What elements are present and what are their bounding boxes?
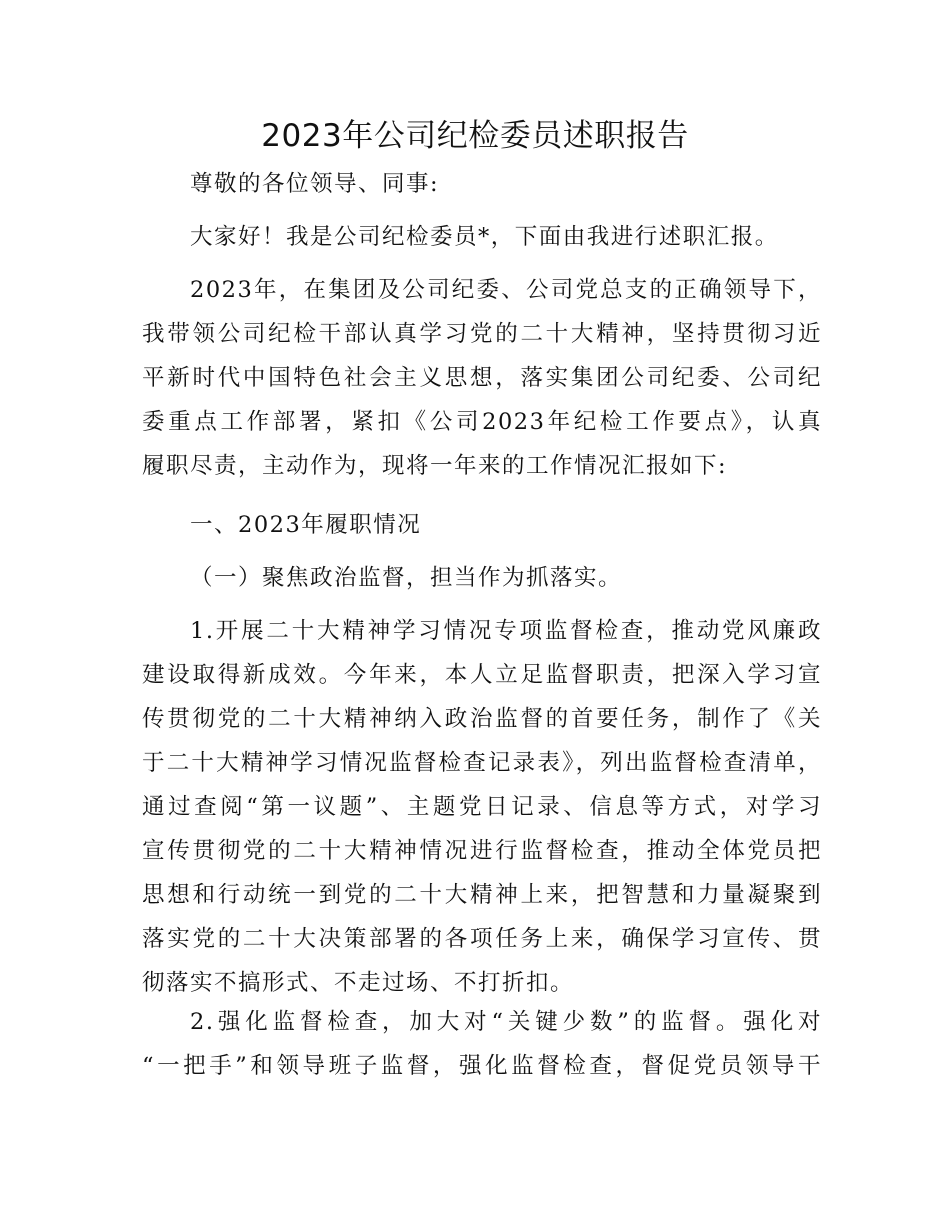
document-title: 2023年公司纪检委员述职报告 bbox=[261, 118, 689, 154]
item-1-line: 于二十大精神学习情况监督检查记录表》，列出监督检查清单， bbox=[142, 750, 822, 776]
intro-line: 2023年，在集团及公司纪委、公司党总支的正确领导下， bbox=[190, 277, 822, 303]
item-1-line: 彻落实不搞形式、不走过场、不打折扣。 bbox=[142, 970, 575, 996]
greeting: 大家好！我是公司纪检委员*，下面由我进行述职汇报。 bbox=[190, 224, 779, 250]
item-1-line: 落实党的二十大决策部署的各项任务上来，确保学习宣传、贯 bbox=[142, 926, 822, 952]
item-1-line: 通过查阅“第一议题”、主题党日记录、信息等方式，对学习 bbox=[142, 794, 822, 820]
intro-line: 平新时代中国特色社会主义思想，落实集团公司纪委、公司纪 bbox=[142, 365, 822, 391]
subsection-heading: （一）聚焦政治监督，担当作为抓落实。 bbox=[190, 565, 623, 591]
item-1-line: 1.开展二十大精神学习情况专项监督检查，推动党风廉政 bbox=[190, 618, 822, 644]
salutation: 尊敬的各位领导、同事: bbox=[190, 171, 440, 197]
item-2-line: “一把手”和领导班子监督，强化监督检查，督促党员领导干 bbox=[142, 1053, 822, 1079]
item-1-paragraph bbox=[142, 609, 822, 1005]
item-1-line: 思想和行动统一到党的二十大精神上来，把智慧和力量凝聚到 bbox=[142, 882, 822, 908]
intro-paragraph bbox=[142, 268, 822, 488]
intro-line: 委重点工作部署，紧扣《公司2023年纪检工作要点》，认真 bbox=[142, 409, 822, 435]
item-1-line: 宣传贯彻党的二十大精神情况进行监督检查，推动全体党员把 bbox=[142, 838, 822, 864]
item-1-line: 传贯彻党的二十大精神纳入政治监督的首要任务，制作了《关 bbox=[142, 706, 822, 732]
intro-line: 我带领公司纪检干部认真学习党的二十大精神，坚持贯彻习近 bbox=[142, 321, 822, 347]
item-2-paragraph bbox=[142, 1000, 822, 1088]
item-2-line: 2.强化监督检查，加大对“关键少数”的监督。强化对 bbox=[190, 1009, 822, 1035]
intro-line: 履职尽责，主动作为，现将一年来的工作情况汇报如下: bbox=[142, 453, 728, 479]
section-heading: 一、2023年履职情况 bbox=[190, 512, 422, 538]
item-1-line: 建设取得新成效。今年来，本人立足监督职责，把深入学习宣 bbox=[142, 662, 822, 688]
